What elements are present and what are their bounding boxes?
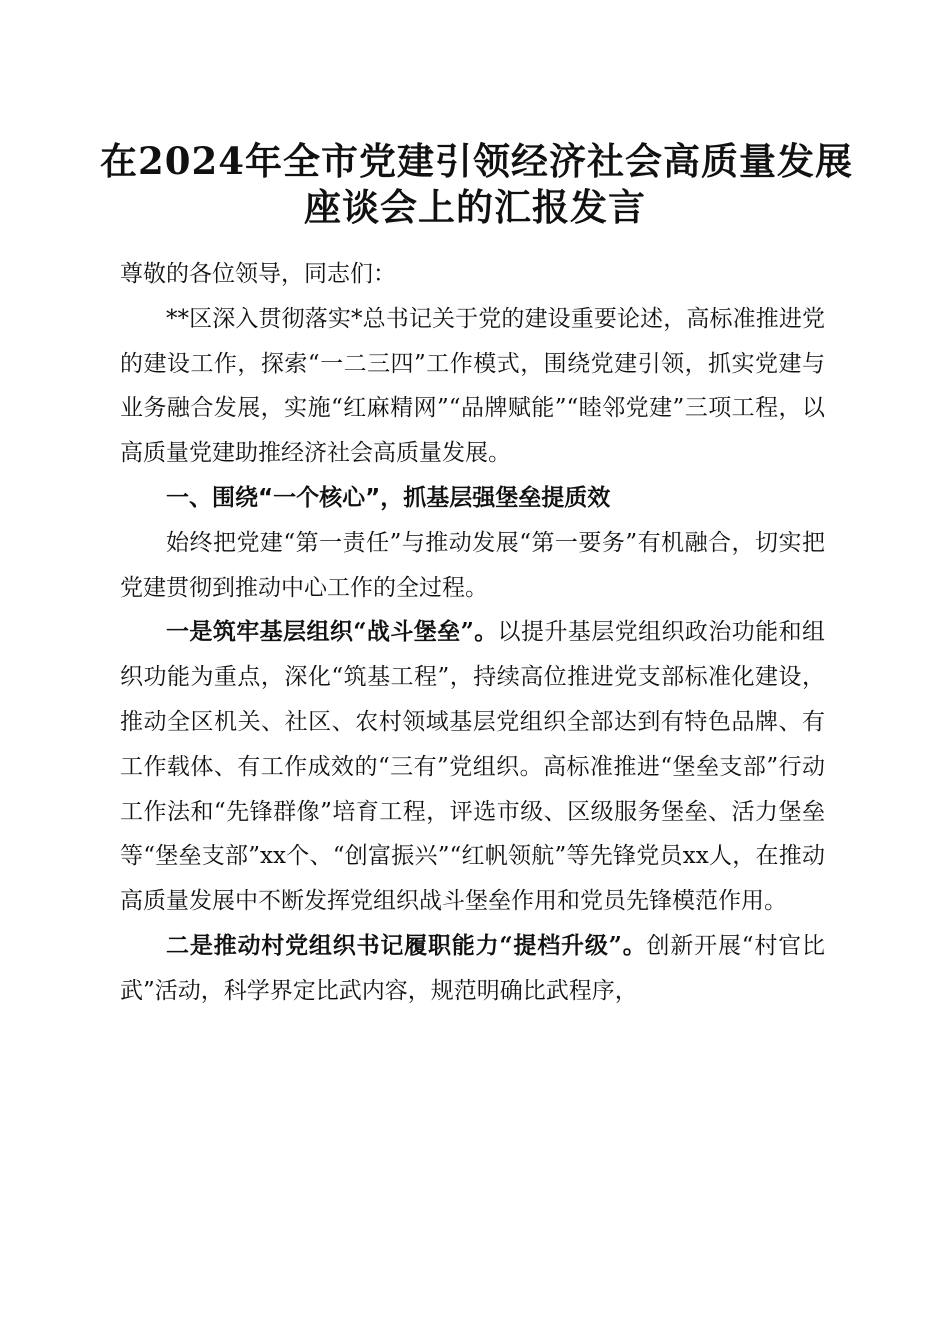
document-body (120, 252, 825, 1014)
point-2-body: 创新开展“村官比武”活动，科学界定比武内容，规范明确比武程序， (120, 932, 825, 1004)
section-1-intro: 始终把党建“第一责任”与推动发展“第一要务”有机融合，切实把党建贯彻到推动中心工作的全过程。 (120, 529, 825, 601)
point-2-paragraph (120, 924, 825, 1014)
intro-paragraph: **区深入贯彻落实*总书记关于党的建设重要论述，高标准推进党的建设工作，探索“一二三四”工作模式，围绕党建引领，抓实党建与业务融合发展，实施“红麻精网”“品牌赋能”“睦邻党建”三项工程，以高质量党建助推经济社会高质量发展。 (120, 305, 825, 467)
title-line-2: 座谈会上的汇报发言 (304, 185, 646, 229)
point-1-lead: 一是筑牢基层组织“战斗堡垒”。 (166, 618, 498, 646)
point-2-lead: 二是推动村党组织书记履职能力“提档升级”。 (166, 931, 647, 959)
document-title (100, 138, 853, 230)
point-1-body: 以提升基层党组织政治功能和组织功能为重点，深化“筑基工程”，持续高位推进党支部标准化建设，推动全区机关、社区、农村领域基层党组织全部达到有特色品牌、有工作载体、有工作成效的“三有”党组织。高标准推进“堡垒支部”行动工作法和“先锋群像”培育工程，评选市级、区级服务堡垒、活力堡垒等“堡垒支部”xx个、“创富振兴”“红帆领航”等先锋党员xx人，在推动高质量发展中不断发挥党组织战斗堡垒作用和党员先锋模范作用。 (120, 619, 825, 915)
point-1-paragraph (120, 610, 825, 924)
title-line-1: 在2024年全市党建引领经济社会高质量发展 (100, 139, 853, 183)
section-1-heading: 一、围绕“一个核心”，抓基层强堡垒提质效 (166, 484, 611, 511)
salutation: 尊敬的各位领导，同志们： (120, 261, 396, 287)
